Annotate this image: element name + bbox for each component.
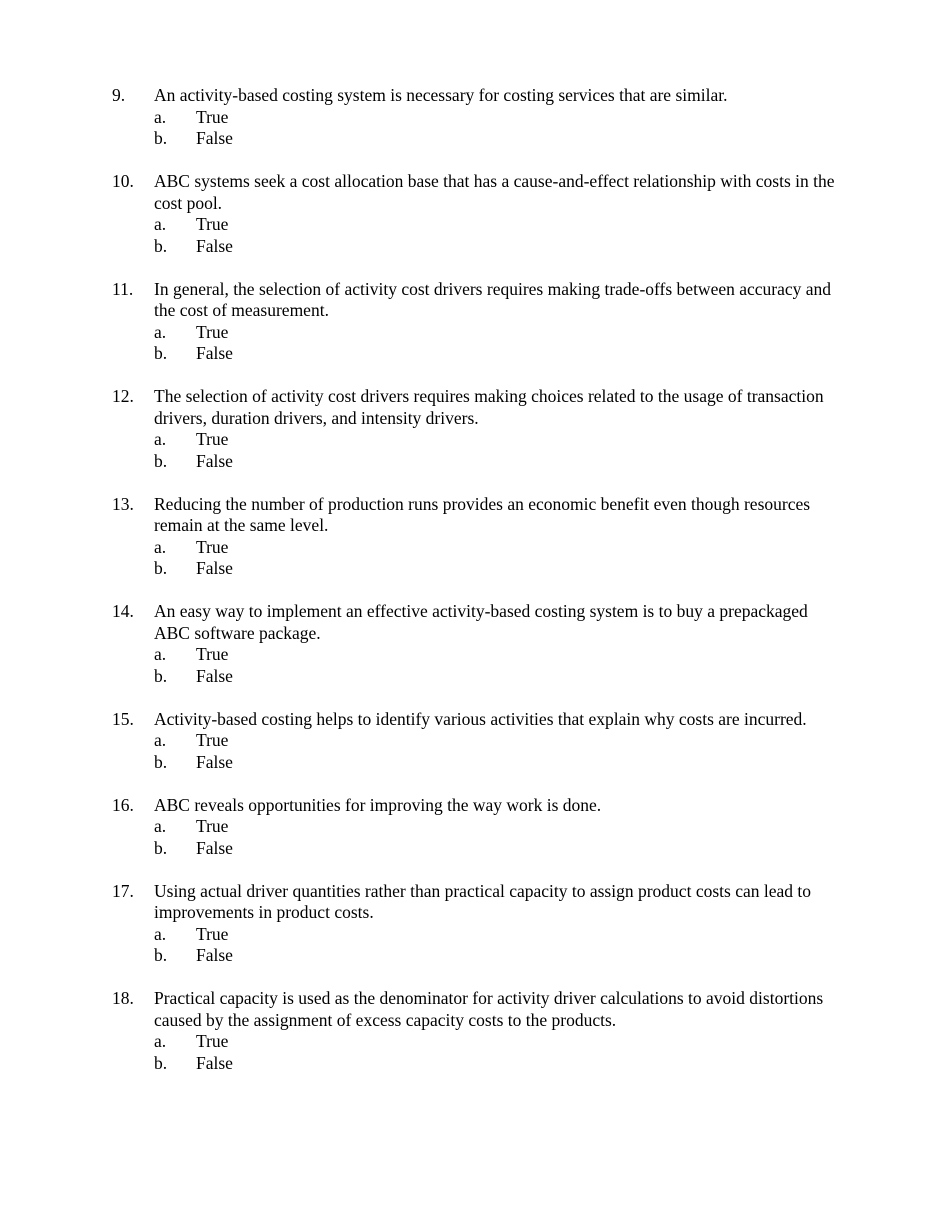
question-text: ABC reveals opportunities for improving the way work is done. — [154, 794, 602, 815]
option-letter: b. — [154, 1052, 168, 1073]
question-11 — [0, 279, 950, 365]
question-text: Using actual driver quantities rather than practical capacity to assign product costs can lead to improvements in product costs. — [154, 880, 811, 922]
option-letter: b. — [154, 235, 168, 256]
question-text: Practical capacity is used as the denominator for activity driver calculations to avoid distortions caused by the assignment of excess capacity costs to the products. — [154, 988, 824, 1030]
question-16 — [0, 795, 950, 860]
option-letter: a. — [154, 429, 167, 449]
question-text: In general, the selection of activity cost drivers requires making trade-offs between accuracy and the cost of measurement. — [154, 278, 832, 320]
option-label: True — [196, 321, 229, 342]
question-number: 17. — [112, 880, 134, 901]
option-letter: b. — [154, 450, 168, 471]
question-number: 11. — [112, 278, 134, 299]
question-number: 13. — [112, 493, 134, 514]
option-true — [0, 429, 950, 451]
option-label: True — [196, 106, 229, 127]
option-true — [0, 107, 950, 129]
option-letter: a. — [154, 816, 167, 836]
option-true — [0, 1031, 950, 1053]
option-false — [0, 343, 950, 365]
option-label: False — [196, 945, 233, 965]
question-10 — [0, 171, 950, 257]
option-label: False — [196, 128, 233, 148]
option-false — [0, 128, 950, 150]
option-true — [0, 644, 950, 666]
option-false — [0, 236, 950, 258]
question-text: The selection of activity cost drivers requires making choices related to the usage of transaction drivers, duration drivers, and intensity drivers. — [154, 386, 824, 428]
option-label: False — [196, 343, 233, 363]
option-label: True — [196, 1031, 229, 1051]
question-number: 16. — [112, 794, 134, 815]
question-text: ABC systems seek a cost allocation base that has a cause-and-effect relationship with costs in the cost pool. — [154, 171, 835, 213]
option-false — [0, 752, 950, 774]
option-true — [0, 537, 950, 559]
option-false — [0, 838, 950, 860]
option-letter: a. — [154, 321, 167, 342]
option-letter: b. — [154, 837, 168, 858]
option-false — [0, 1053, 950, 1075]
option-letter: a. — [154, 214, 167, 234]
question-15 — [0, 709, 950, 774]
question-14 — [0, 601, 950, 687]
option-true — [0, 816, 950, 838]
option-label: True — [196, 923, 229, 944]
option-label: False — [196, 235, 233, 256]
question-9 — [0, 85, 950, 150]
option-letter: a. — [154, 536, 167, 557]
document-page — [0, 85, 950, 1096]
option-letter: b. — [154, 558, 168, 578]
question-12 — [0, 386, 950, 472]
option-label: False — [196, 665, 233, 686]
option-label: False — [196, 837, 233, 858]
question-number: 15. — [112, 708, 134, 729]
option-letter: b. — [154, 751, 168, 772]
question-number: 10. — [112, 171, 134, 191]
question-13 — [0, 494, 950, 580]
option-label: True — [196, 816, 229, 836]
option-label: False — [196, 751, 233, 772]
question-17 — [0, 881, 950, 967]
option-letter: a. — [154, 923, 167, 944]
question-18 — [0, 988, 950, 1074]
question-number: 12. — [112, 386, 134, 406]
option-false — [0, 451, 950, 473]
question-number: 9. — [112, 85, 126, 105]
option-true — [0, 924, 950, 946]
option-true — [0, 322, 950, 344]
question-text: An easy way to implement an effective activity-based costing system is to buy a prepackaged ABC software package. — [154, 601, 808, 643]
option-label: True — [196, 644, 229, 664]
option-letter: b. — [154, 343, 168, 363]
question-number: 14. — [112, 601, 134, 621]
option-true — [0, 214, 950, 236]
option-label: True — [196, 214, 229, 234]
question-text: Activity-based costing helps to identify various activities that explain why costs are incurred. — [154, 708, 807, 729]
option-letter: a. — [154, 1031, 167, 1051]
option-label: False — [196, 450, 233, 471]
option-letter: a. — [154, 106, 167, 127]
option-letter: b. — [154, 945, 168, 965]
question-text: Reducing the number of production runs provides an economic benefit even though resources remain at the same level. — [154, 493, 811, 535]
option-false — [0, 945, 950, 967]
option-letter: a. — [154, 730, 167, 750]
option-letter: a. — [154, 644, 167, 664]
option-label: True — [196, 730, 229, 750]
option-letter: b. — [154, 665, 168, 686]
option-letter: b. — [154, 128, 168, 148]
question-number: 18. — [112, 988, 134, 1008]
option-false — [0, 666, 950, 688]
option-true — [0, 730, 950, 752]
question-text: An activity-based costing system is necessary for costing services that are similar. — [154, 85, 728, 105]
option-label: True — [196, 429, 229, 449]
option-label: False — [196, 558, 233, 578]
option-label: True — [196, 536, 229, 557]
option-false — [0, 558, 950, 580]
option-label: False — [196, 1052, 233, 1073]
